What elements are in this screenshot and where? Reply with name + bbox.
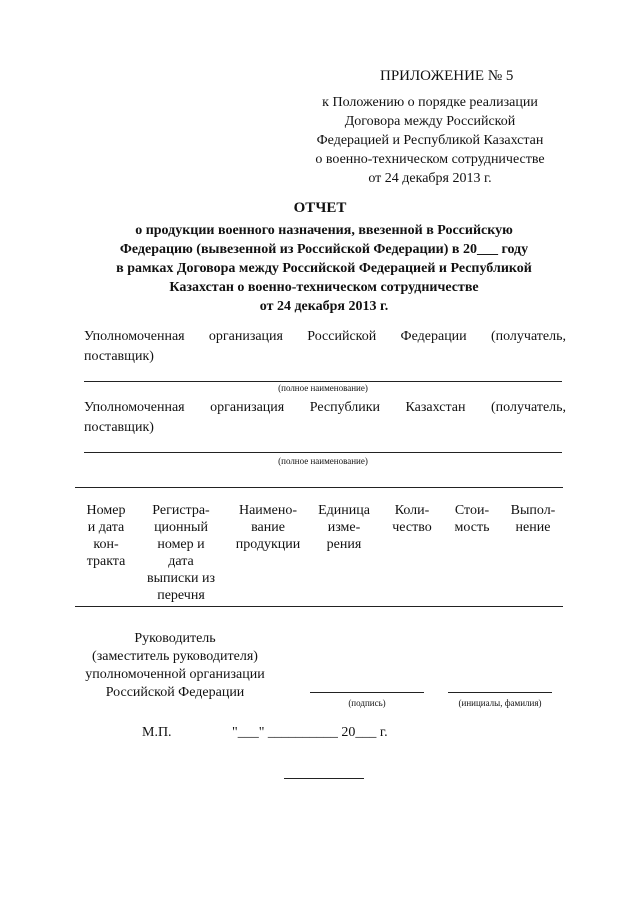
- signatory-line: уполномоченной организации: [85, 667, 265, 682]
- org-kz-word: Республики: [309, 400, 380, 415]
- seal-label: М.П.: [142, 725, 172, 740]
- org-ru-word: Уполномоченная: [84, 329, 185, 344]
- table-top-rule: [75, 487, 563, 488]
- org-kz-word: Казахстан: [405, 400, 466, 415]
- appendix-line: от 24 декабря 2013 г.: [368, 171, 492, 186]
- org-ru-word: Федерации: [400, 329, 467, 344]
- report-line: Казахстан о военно-техническом сотрудничестве: [169, 280, 479, 295]
- col-header-completion: Выпол- нение: [510, 503, 556, 535]
- name-line: [448, 692, 552, 693]
- report-line: Федерацию (вывезенной из Российской Федерации) в 20___ году: [119, 242, 529, 257]
- appendix-line: о военно-техническом сотрудничестве: [315, 152, 545, 167]
- org-ru-word: Российской: [307, 329, 377, 344]
- appendix-line: Договора между Российской: [344, 114, 516, 129]
- report-subtitle: [60, 221, 588, 316]
- col-header-quantity: Коли- чество: [392, 503, 432, 535]
- org-kz-word: Уполномоченная: [84, 400, 185, 415]
- col-header-cost: Стои- мость: [454, 503, 490, 535]
- org-ru-word: (получатель,: [490, 329, 567, 344]
- appendix-line: Федерацией и Республикой Казахстан: [316, 133, 544, 148]
- org-kz-label: [84, 398, 566, 418]
- col-header-registration: Регистра- ционный номер и дата выписки из перечня: [146, 503, 216, 603]
- appendix-subtitle: [300, 93, 560, 188]
- signatory-line: Российской Федерации: [105, 685, 245, 700]
- signatory-block: [70, 630, 280, 702]
- org-ru-label: [84, 327, 566, 347]
- report-line: о продукции военного назначения, ввезенной в Российскую: [135, 223, 513, 238]
- page-separator: [284, 778, 364, 779]
- table-bottom-rule: [75, 606, 563, 607]
- signatory-line: Руководитель: [134, 631, 216, 646]
- appendix-line: к Положению о порядке реализации: [322, 95, 538, 110]
- col-header-unit: Единица изме- рения: [318, 503, 370, 552]
- signature-line: [310, 692, 424, 693]
- org-kz-name-line: [84, 452, 562, 453]
- signatory-line: (заместитель руководителя): [92, 649, 258, 664]
- org-kz-caption: (полное наименование): [278, 456, 368, 466]
- signature-caption: (подпись): [348, 698, 386, 708]
- name-caption: (инициалы, фамилия): [458, 698, 542, 708]
- org-ru-caption: (полное наименование): [278, 383, 368, 393]
- report-title: ОТЧЕТ: [293, 200, 347, 216]
- col-header-contract: Номер и дата кон- тракта: [86, 503, 126, 569]
- date-field: "___" __________ 20___ г.: [232, 725, 388, 740]
- org-kz-word: (получатель,: [490, 400, 567, 415]
- org-ru-word: организация: [208, 329, 283, 344]
- report-line: в рамках Договора между Российской Федерацией и Республикой: [116, 261, 532, 276]
- org-ru-name-line: [84, 381, 562, 382]
- org-kz-word: организация: [210, 400, 285, 415]
- report-line: от 24 декабря 2013 г.: [259, 299, 389, 314]
- org-kz-tail: поставщик): [84, 420, 154, 435]
- appendix-title: ПРИЛОЖЕНИЕ № 5: [380, 68, 514, 84]
- org-ru-tail: поставщик): [84, 349, 154, 364]
- col-header-product: Наимено- вание продукции: [235, 503, 301, 552]
